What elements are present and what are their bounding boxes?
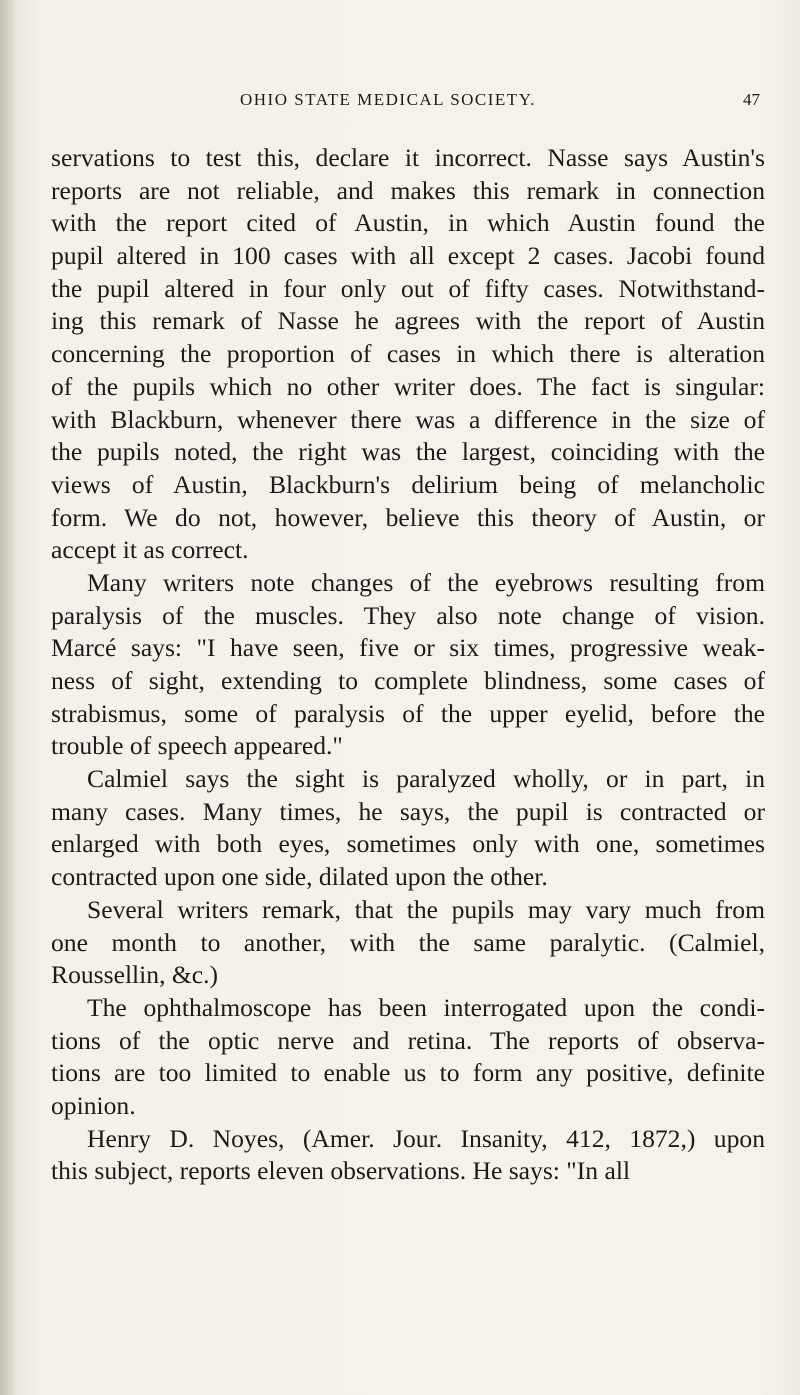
paragraph <box>51 1123 765 1188</box>
text-line: many cases. Many times, he says, the pupil is contracted or <box>51 796 765 826</box>
text-line: accept it as correct. <box>51 535 249 565</box>
text-line: one month to another, with the same paralytic. (Calmiel, <box>51 927 765 957</box>
text-line: Henry D. Noyes, (Amer. Jour. Insanity, 412, 1872,) upon <box>87 1123 765 1153</box>
text-line: with Blackburn, whenever there was a difference in the size of <box>51 404 765 434</box>
running-head-title: OHIO STATE MEDICAL SOCIETY. <box>240 90 537 109</box>
paragraph <box>51 763 765 894</box>
text-line: Several writers remark, that the pupils may vary much from <box>87 894 765 924</box>
text-line: ing this remark of Nasse he agrees with the report of Austin <box>51 306 765 336</box>
text-line: tions are too limited to enable us to form any positive, definite <box>51 1058 765 1088</box>
text-line: ness of sight, extending to complete blindness, some cases of <box>51 666 765 695</box>
text-line: views of Austin, Blackburn's delirium being of melancholic <box>51 469 765 499</box>
paragraph <box>51 894 765 992</box>
text-line: the pupil altered in four only out of fifty cases. Notwithstand- <box>51 273 765 303</box>
text-line: with the report cited of Austin, in which Austin found the <box>51 208 765 238</box>
text-line: tions of the optic nerve and retina. The reports of observa- <box>51 1025 765 1055</box>
text-line: strabismus, some of paralysis of the upper eyelid, before the <box>51 698 765 728</box>
text-line: pupil altered in 100 cases with all except 2 cases. Jacobi found <box>51 241 765 271</box>
text-line: contracted upon one side, dilated upon the other. <box>51 862 548 892</box>
text-line: paralysis of the muscles. They also note change of vision. <box>51 600 765 630</box>
text-line: concerning the proportion of cases in which there is alteration <box>51 339 765 369</box>
text-line: form. We do not, however, believe this theory of Austin, or <box>51 502 765 532</box>
text-line: the pupils noted, the right was the largest, coinciding with the <box>51 437 765 467</box>
text-line: Marcé says: "I have seen, five or six times, progressive weak- <box>51 633 765 663</box>
text-line: opinion. <box>51 1090 136 1120</box>
text-line: this subject, reports eleven observations. He says: "In all <box>51 1156 631 1186</box>
text-line: Calmiel says the sight is paralyzed wholly, or in part, in <box>87 764 765 794</box>
paragraph <box>51 992 765 1123</box>
paragraph <box>51 567 765 763</box>
paragraph <box>51 142 765 567</box>
text-line: The ophthalmoscope has been interrogated upon the condi- <box>87 992 765 1022</box>
text-line: of the pupils which no other writer does. The fact is singular: <box>51 371 765 401</box>
text-line: reports are not reliable, and makes this remark in connection <box>51 175 765 205</box>
text-line: trouble of speech appeared." <box>51 731 343 761</box>
text-line: enlarged with both eyes, sometimes only with one, sometimes <box>51 829 765 859</box>
running-head <box>170 90 760 116</box>
page-number: 47 <box>743 90 760 109</box>
text-line: Many writers note changes of the eyebrows resulting from <box>87 567 765 597</box>
text-line: servations to test this, declare it incorrect. Nasse says Austin's <box>51 143 765 172</box>
body-text <box>51 142 765 1188</box>
text-line: Roussellin, &c.) <box>51 960 219 990</box>
book-spine-shadow <box>0 0 14 1395</box>
